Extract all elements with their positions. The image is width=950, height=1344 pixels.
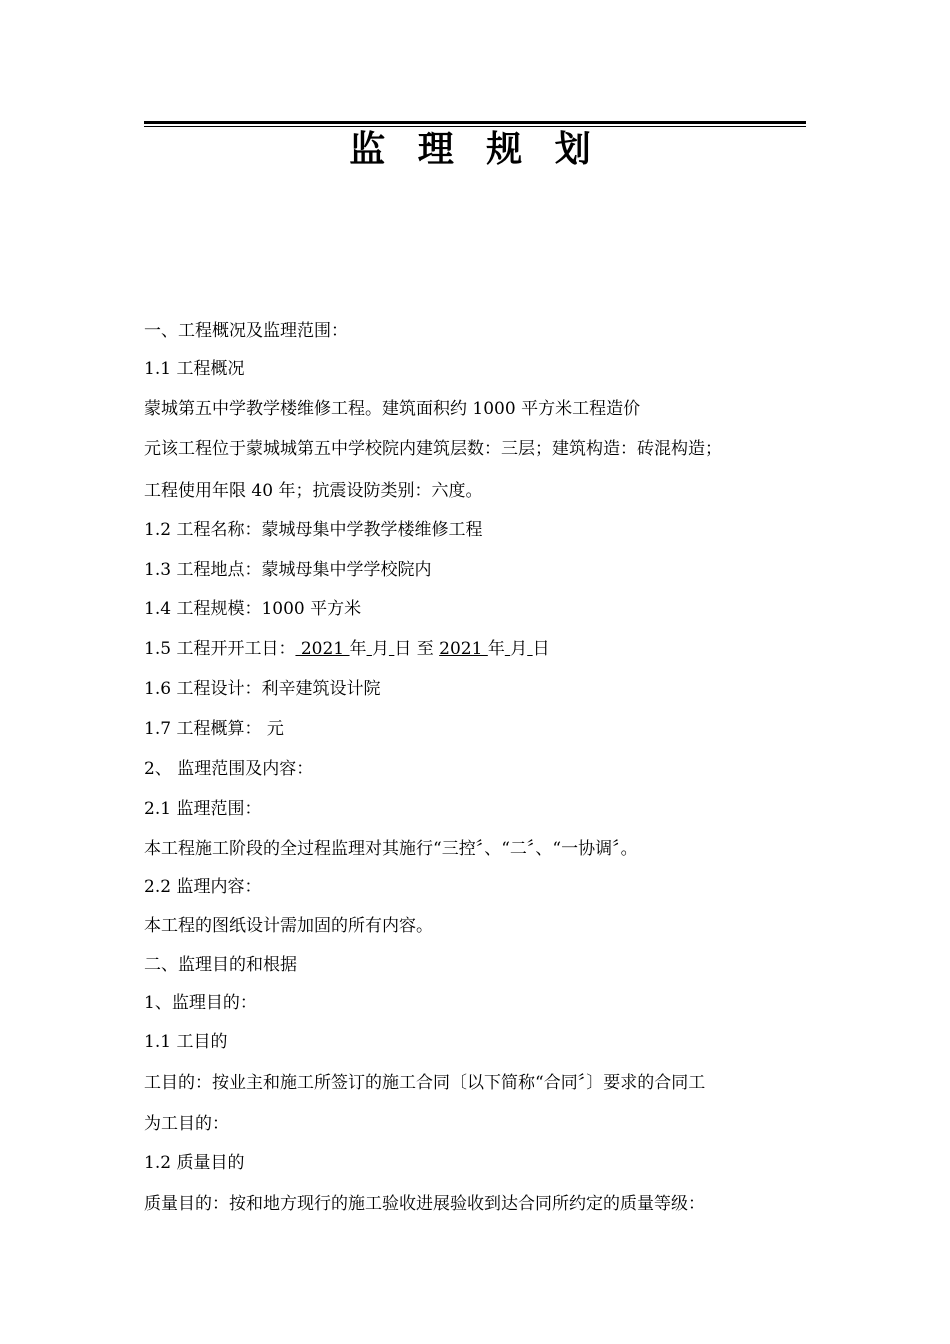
subheading-schedule-goal: 1.1 工目的 — [144, 1032, 228, 1052]
paragraph-line: 质量目的：按和地方现行的施工验收进展验收到达合同所约定的质量等级： — [144, 1194, 705, 1214]
paragraph-line: 工程使用年限 40 年；抗震设防类别：六度。 — [144, 481, 483, 501]
to-text: 至 — [411, 639, 440, 659]
title-rule-thick — [144, 121, 806, 124]
paragraph-line: 工目的：按业主和施工所签订的施工合同〔以下简称“合同〞〕要求的合同工 — [144, 1073, 706, 1093]
paragraph-text: 蒙城第五中学教学楼维修工程。建筑面积约 1000 平方米工程造价 — [144, 399, 641, 419]
year-char: 年 — [349, 639, 367, 659]
month-char: 月 — [371, 639, 389, 659]
paragraph-line: 为工目的： — [144, 1114, 229, 1134]
end-year: 2021 — [439, 639, 488, 659]
year-char: 年 — [487, 639, 505, 659]
section-heading-scope: 2、 监理范围及内容： — [144, 759, 314, 779]
project-scale-line: 1.4 工程规模：1000 平方米 — [144, 599, 362, 619]
subheading-goals: 1、监理目的： — [144, 993, 257, 1013]
day-char: 日 — [394, 639, 412, 659]
project-design-line: 1.6 工程设计：利辛建筑设计院 — [144, 679, 381, 699]
subheading-overview: 1.1 工程概况 — [144, 359, 245, 379]
subheading-scope: 2.1 监理范围： — [144, 799, 262, 819]
month-char: 月 — [510, 639, 528, 659]
section-heading-goals: 二、监理目的和根据 — [144, 955, 297, 975]
subheading-content: 2.2 监理内容： — [144, 877, 262, 897]
subheading-quality-goal: 1.2 质量目的 — [144, 1153, 245, 1173]
document-title: 监 理 规 划 — [349, 129, 601, 170]
section-heading-overview: 一、工程概况及监理范围： — [144, 321, 348, 341]
paragraph-line: 元该工程位于蒙城城第五中学校院内建筑层数：三层；建筑构造：砖混构造； — [144, 439, 722, 459]
day-char: 日 — [532, 639, 550, 659]
schedule-label: 1.5 工程开开工日： — [144, 639, 296, 659]
project-schedule-line — [144, 638, 550, 660]
paragraph-line: 本工程施工阶段的全过程监理对其施行“三控〞、“二〞、“一协调〞。 — [144, 839, 638, 859]
paragraph-line — [144, 398, 640, 420]
project-budget-line: 1.7 工程概算： 元 — [144, 719, 284, 739]
project-name-line: 1.2 工程名称：蒙城母集中学教学楼维修工程 — [144, 520, 483, 540]
project-location-line: 1.3 工程地点：蒙城母集中学学校院内 — [144, 560, 432, 580]
paragraph-line: 本工程的图纸设计需加固的所有内容。 — [144, 916, 433, 936]
start-year: 2021 — [295, 639, 350, 659]
